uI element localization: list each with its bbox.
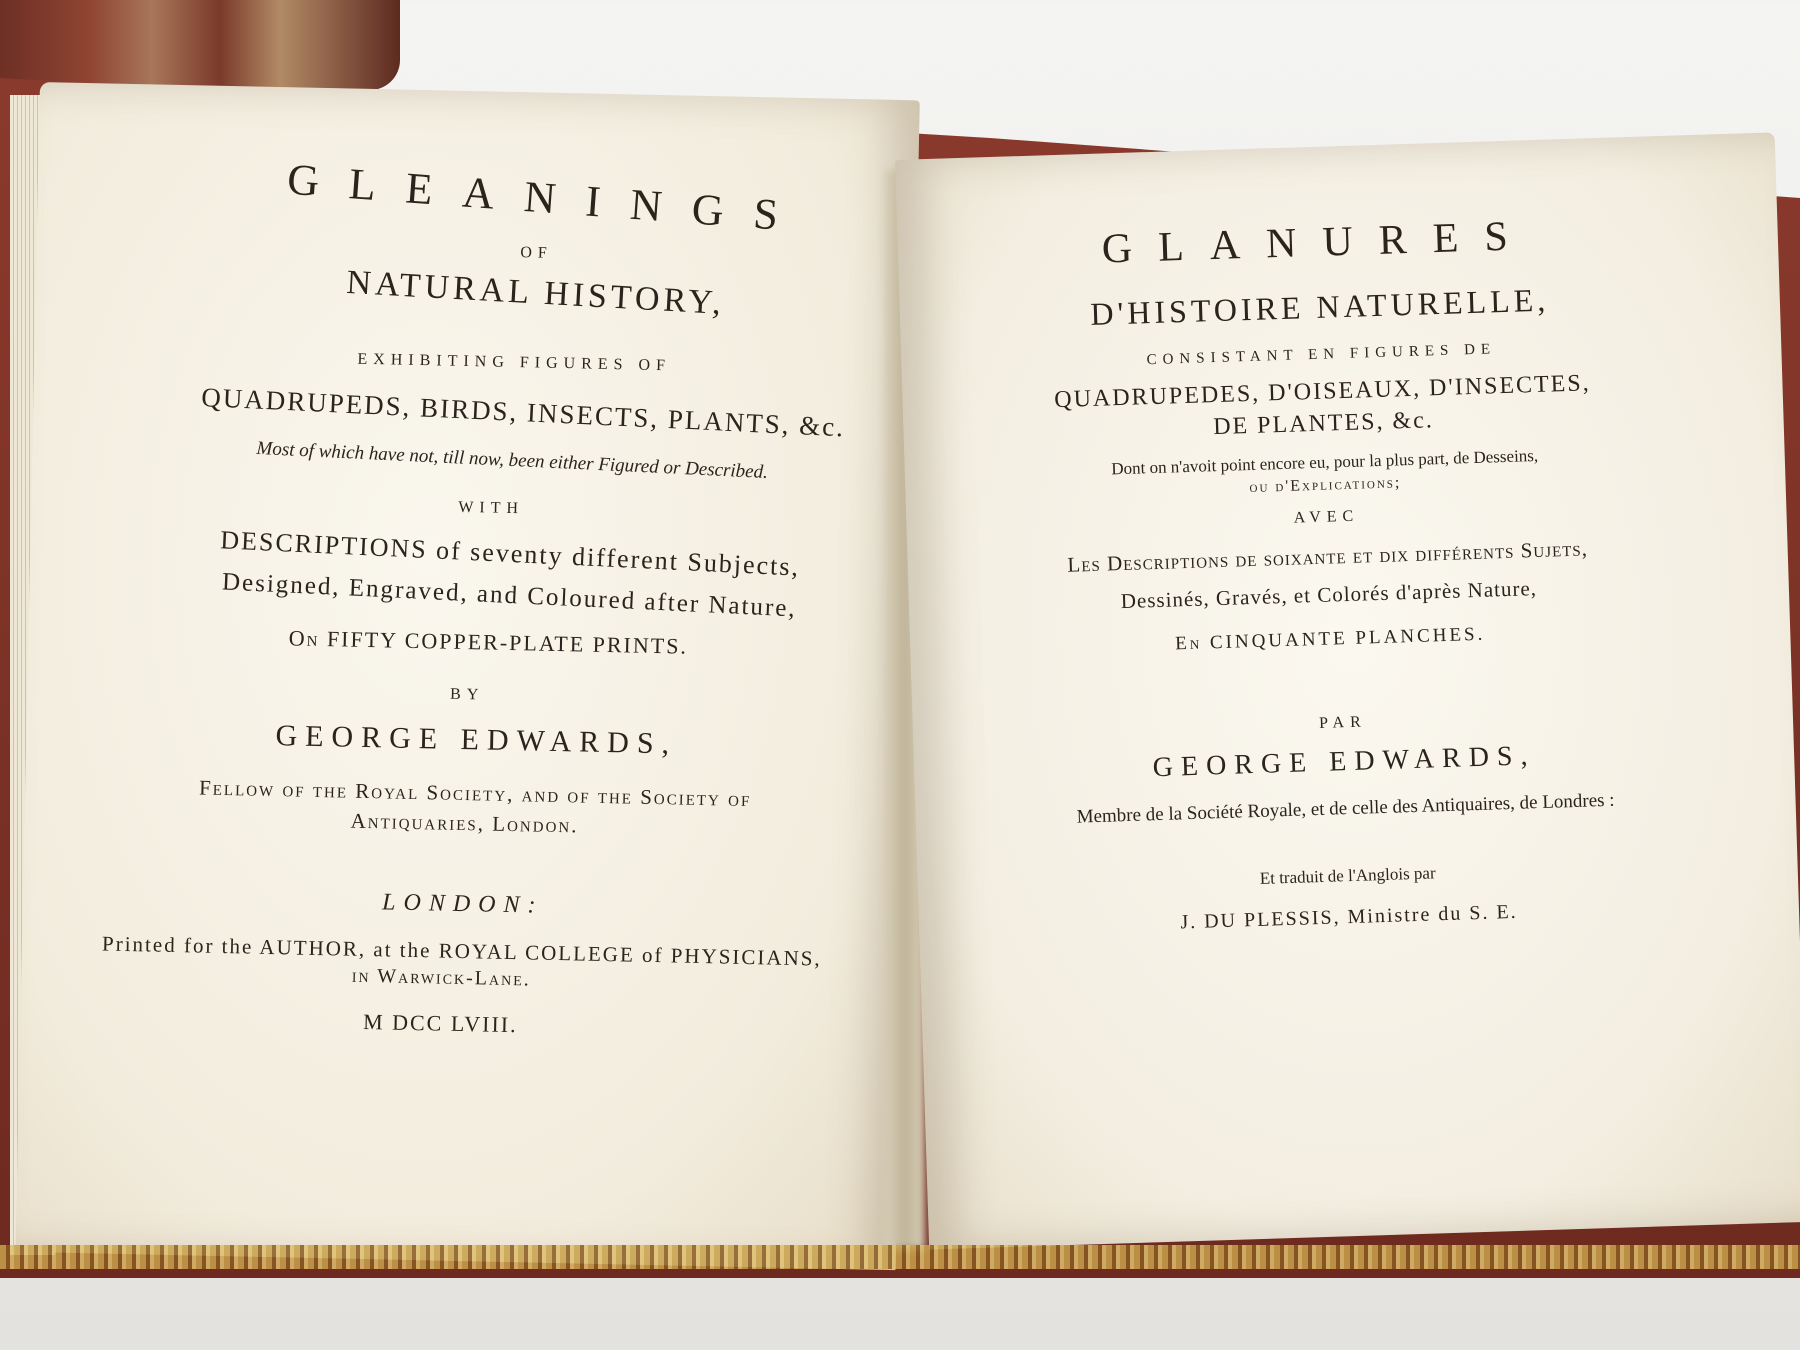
left-year: M DCC LVIII. — [362, 1008, 518, 1038]
gilt-page-edge — [0, 1245, 1800, 1269]
right-traduit: Et traduit de l'Anglois par — [1259, 863, 1436, 888]
left-author: GEORGE EDWARDS, — [275, 719, 678, 761]
left-by: BY — [449, 685, 485, 704]
left-printed-1: Printed for the AUTHOR, at the ROYAL COLLEGE of PHYSICIANS, — [101, 931, 822, 971]
right-title-page — [895, 132, 1800, 1249]
left-descriptions: DESCRIPTIONS of seventy different Subjects, — [219, 525, 801, 582]
background-books — [0, 0, 400, 90]
right-planches: En CINQUANTE PLANCHES. — [1174, 623, 1486, 655]
left-with: WITH — [458, 498, 525, 518]
left-plates: On FIFTY COPPER-PLATE PRINTS. — [288, 625, 689, 659]
right-consistant: CONSISTANT EN FIGURES DE — [1146, 341, 1497, 369]
right-note-1: Dont on n'avoit point encore eu, pour la plus part, de Desseins, — [1110, 445, 1539, 479]
left-title: GLEANINGS — [285, 154, 810, 242]
right-membre: Membre de la Société Royale, et de celle des Antiquaires, de Londres : — [1076, 789, 1615, 828]
left-of: OF — [520, 244, 553, 262]
left-fellow-2: Antiquaries, London. — [350, 808, 579, 838]
right-author: GEORGE EDWARDS, — [1152, 740, 1536, 784]
right-note-2: ou d'Explications; — [1249, 474, 1402, 497]
right-descriptions: Les Descriptions de soixante et dix différents Sujets, — [1067, 536, 1589, 577]
left-printed-2: in Warwick-Lane. — [351, 964, 532, 991]
left-exhibiting: EXHIBITING FIGURES OF — [357, 350, 672, 375]
right-par: PAR — [1318, 713, 1367, 732]
left-designed: Designed, Engraved, and Coloured after Nature, — [221, 568, 798, 623]
right-dessines: Dessinés, Gravés, et Colorés d'après Nature, — [1120, 576, 1538, 614]
left-fellow-1: Fellow of the Royal Society, and of the Society of — [198, 775, 752, 812]
right-subjects-1: QUADRUPEDES, D'OISEAUX, D'INSECTES, — [1053, 370, 1592, 414]
left-subjects: QUADRUPEDS, BIRDS, INSECTS, PLANTS, &c. — [200, 382, 846, 443]
left-title-page — [15, 82, 919, 1270]
right-subtitle: D'HISTOIRE NATURELLE, — [1089, 281, 1550, 332]
left-place: LONDON: — [381, 889, 544, 919]
right-subjects-2: DE PLANTES, &c. — [1212, 407, 1435, 441]
left-note: Most of which have not, till now, been either Figured or Described. — [256, 437, 769, 484]
left-subtitle: NATURAL HISTORY, — [345, 263, 726, 322]
right-avec: AVEC — [1293, 507, 1360, 527]
right-title: GLANURES — [1101, 212, 1535, 273]
right-translator: J. DU PLESSIS, Ministre du S. E. — [1180, 900, 1518, 934]
